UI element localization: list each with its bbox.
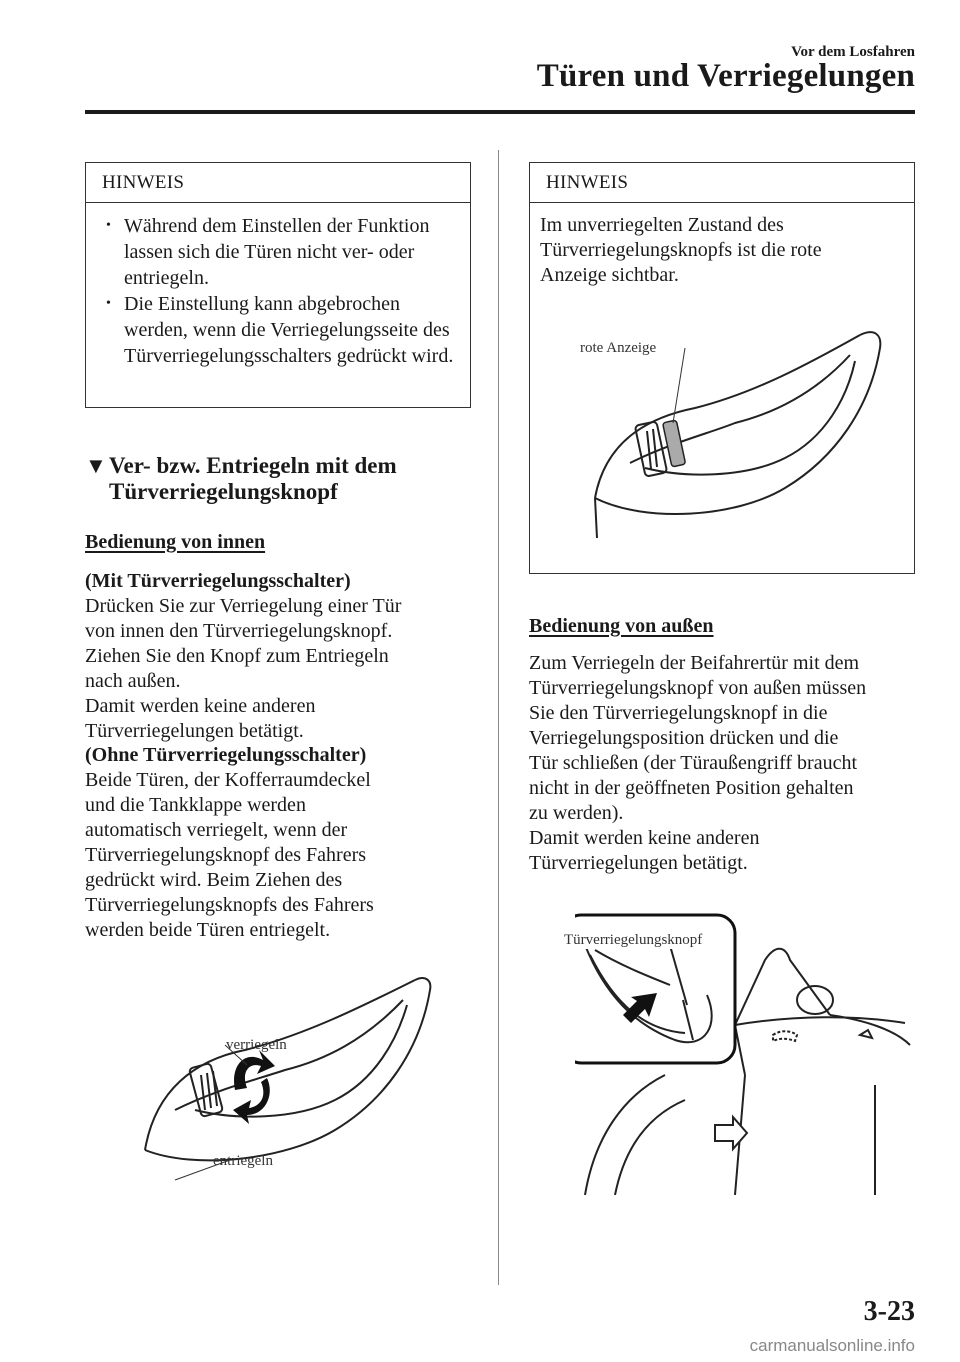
without-switch-heading: (Ohne Türverriegelungsschalter) [85,744,367,766]
section-heading [85,453,485,505]
page-number: 3-23 [863,1296,915,1327]
triangle-marker-icon: ▼ [85,453,107,478]
note-heading: HINWEIS [86,163,470,203]
figure-label-lock: verriegeln [226,1037,287,1053]
column-divider [498,150,499,1285]
note-bullet-1: • Während dem Einstellen der Funktion lassen sich die Türen nicht ver- oder entriegeln. [102,213,456,291]
note-box-left [85,162,471,408]
note-body [86,203,470,369]
interior-lock-figure [135,970,435,1200]
outside-heading: Bedienung von außen [529,615,714,637]
inside-heading: Bedienung von innen [85,531,266,553]
outside-text: Zum Verriegeln der Beifahrertür mit dem Türverriegelungsknopf von außen müssen Sie den Türverriegelungsknopf in die Verriegelungsposition drücken und die Tür schließen (der Türaußengriff braucht nicht in der geöffneten Position gehalten zu werden). Damit werden keine anderen Türverriegelungen betätigt. [529,652,867,874]
section-title-line1: Ver- bzw. Entriegeln mit dem [109,453,397,478]
note-bullet-list [102,213,456,369]
figure-label-unlock: entriegeln [213,1153,273,1169]
page-title: Türen und Verriegelungen [536,58,915,94]
note-bullet-2: • Die Einstellung kann abgebrochen werden, wenn die Verriegelungsseite des Türverriegelungsschalters gedrückt wird. [102,291,456,369]
figure-label-door-lock-knob: Türverriegelungsknopf [564,932,703,948]
figure-label-red-indicator: rote Anzeige [580,340,657,356]
watermark: carmanualsonline.info [749,1336,915,1355]
header-rule [85,110,915,114]
note-heading-right: HINWEIS [530,163,914,203]
note-box-right [529,162,915,574]
with-switch-text: Drücken Sie zur Verriegelung einer Tür von innen den Türverriegelungsknopf. Ziehen Sie den Knopf zum Entriegeln nach außen. Damit werden keine anderen Türverriegelungen betätigt. [85,595,402,742]
chapter-title: Vor dem Losfahren [791,44,915,60]
without-switch-text: Beide Türen, der Kofferraumdeckel und die Tankklappe werden automatisch verriegelt, wenn der Türverriegelungsknopf des Fahrers gedrückt wird. Beim Ziehen des Türverriegelungsknopfs des Fahrers werden beide Türen entriegelt. [85,769,374,941]
section-title-line2: Türverriegelungsknopf [109,479,338,504]
note-text-right: Im unverriegelten Zustand des Türverriegelungsknopfs ist die rote Anzeige sichtbar. [540,214,822,286]
with-switch-heading: (Mit Türverriegelungsschalter) [85,570,351,592]
red-indicator-figure [585,323,885,553]
